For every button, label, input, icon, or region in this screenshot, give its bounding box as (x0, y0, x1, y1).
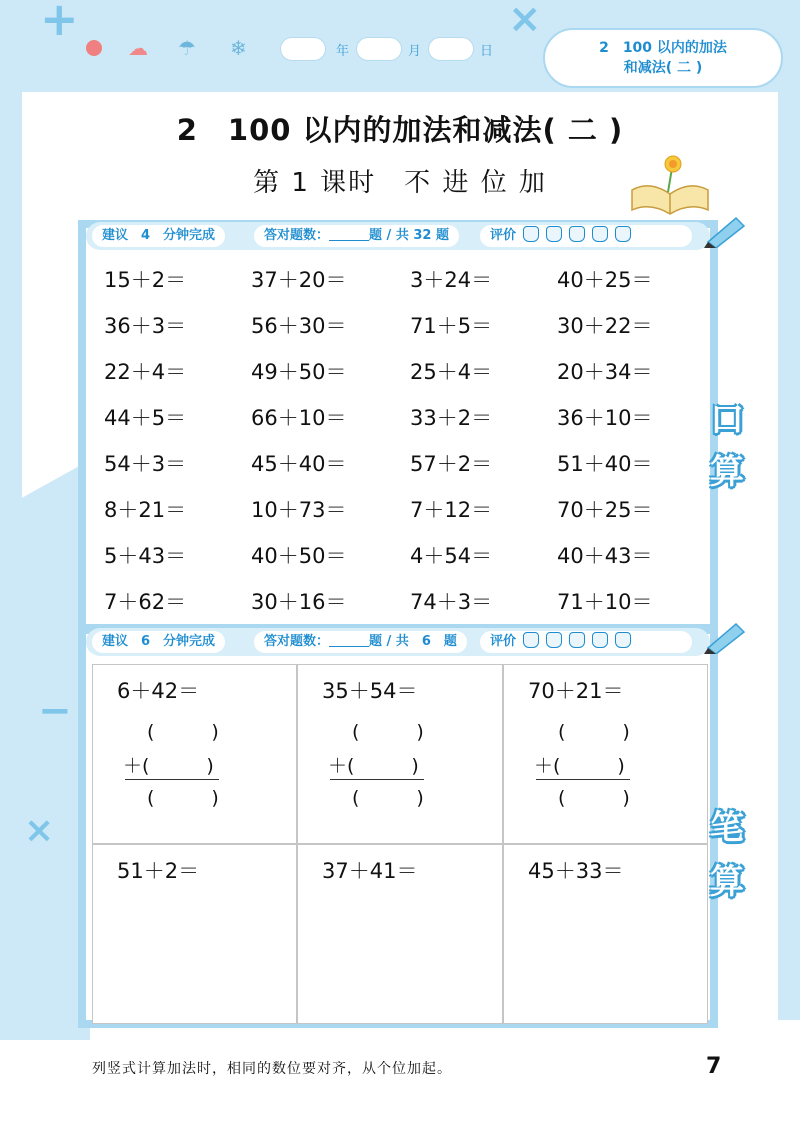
oral-score-box (254, 225, 459, 247)
thumb-icon[interactable] (546, 632, 562, 648)
oral-problem: 66＋10＝ (251, 406, 347, 430)
oral-rating-box (480, 225, 692, 247)
vertical-sum-line (330, 779, 424, 780)
pencil-icon (702, 212, 748, 248)
written-problem: 45＋33＝ (528, 859, 624, 883)
oral-problem: 5＋43＝ (104, 544, 187, 568)
month-unit: 月 (408, 44, 422, 59)
oral-problem: 44＋5＝ (104, 406, 187, 430)
oral-problem: 36＋10＝ (557, 406, 653, 430)
oral-problem: 8＋21＝ (104, 498, 187, 522)
written-problem: 51＋2＝ (117, 859, 200, 883)
thumb-icon[interactable] (592, 632, 608, 648)
chapter-tag (543, 28, 783, 88)
written-problem-cell[interactable] (503, 844, 708, 1024)
thumb-icon[interactable] (615, 632, 631, 648)
written-rating-label: 评价 (490, 634, 517, 649)
written-problem: 37＋41＝ (322, 859, 418, 883)
written-problem-cell[interactable] (92, 844, 297, 1024)
year-field[interactable] (280, 37, 326, 61)
written-side-label-2: 算 (710, 862, 744, 902)
vertical-result-blank[interactable]: ( ) (352, 787, 424, 809)
oral-info-bar (86, 222, 710, 250)
day-field[interactable] (428, 37, 474, 61)
thumb-icon[interactable] (546, 226, 562, 242)
oral-problem: 74＋3＝ (410, 590, 493, 614)
oral-answered-blank[interactable] (329, 227, 369, 241)
oral-problem: 71＋10＝ (557, 590, 653, 614)
oral-problem: 40＋25＝ (557, 268, 653, 292)
month-field[interactable] (356, 37, 402, 61)
written-problem: 35＋54＝ (322, 679, 418, 703)
rain-cloud-icon: ☂ (178, 36, 196, 60)
vertical-sum-line (125, 779, 219, 780)
oral-problem: 71＋5＝ (410, 314, 493, 338)
oral-side-label-1: 口 (710, 400, 744, 440)
written-rating-box (480, 631, 692, 653)
written-info-bar (86, 628, 710, 656)
thumb-icon[interactable] (569, 226, 585, 242)
footer-tip: 列竖式计算加法时，相同的数位要对齐，从个位加起。 (92, 1061, 452, 1077)
day-unit: 日 (480, 44, 494, 59)
oral-rating-label: 评价 (490, 228, 517, 243)
thumb-icon[interactable] (592, 226, 608, 242)
oral-problem: 40＋43＝ (557, 544, 653, 568)
oral-problem: 51＋40＝ (557, 452, 653, 476)
oral-problem: 57＋2＝ (410, 452, 493, 476)
vertical-top-blank[interactable]: ( ) (147, 721, 219, 743)
oral-problem: 49＋50＝ (251, 360, 347, 384)
thumb-icon[interactable] (615, 226, 631, 242)
vertical-plus-blank[interactable]: ＋( ) (534, 755, 625, 777)
oral-problem: 10＋73＝ (251, 498, 347, 522)
oral-problem: 4＋54＝ (410, 544, 493, 568)
thumb-icon[interactable] (523, 226, 539, 242)
vertical-plus-blank[interactable]: ＋( ) (328, 755, 419, 777)
chapter-tag-line2: 和减法( 二 ) (623, 60, 703, 76)
year-unit: 年 (336, 44, 350, 59)
partly-cloudy-icon: ☁ (128, 36, 148, 60)
written-problem: 70＋21＝ (528, 679, 624, 703)
oral-problem: 33＋2＝ (410, 406, 493, 430)
plus-decoration-icon: + (40, 0, 79, 46)
times-decoration-icon-2: × (24, 810, 55, 851)
oral-side-label-2: 算 (710, 452, 744, 492)
written-problem-cell[interactable] (503, 664, 708, 844)
oral-time-suggest: 建议 4 分钟完成 (92, 225, 225, 247)
written-side-label-1: 笔 (710, 808, 744, 848)
vertical-result-blank[interactable]: ( ) (147, 787, 219, 809)
oral-problem: 7＋62＝ (104, 590, 187, 614)
oral-problem: 30＋16＝ (251, 590, 347, 614)
vertical-top-blank[interactable]: ( ) (352, 721, 424, 743)
oral-answered-label: 答对题数： (264, 228, 330, 243)
vertical-top-blank[interactable]: ( ) (558, 721, 630, 743)
written-answered-label: 答对题数： (264, 634, 330, 649)
sun-icon (86, 40, 102, 56)
page-number: 7 (706, 1054, 722, 1079)
oral-total: 题 / 共 32 题 (369, 228, 449, 243)
oral-problem: 45＋40＝ (251, 452, 347, 476)
written-time-suggest: 建议 6 分钟完成 (92, 631, 225, 653)
minus-decoration-icon: − (38, 688, 72, 734)
vertical-result-blank[interactable]: ( ) (558, 787, 630, 809)
written-problems (92, 664, 708, 1024)
written-total: 题 / 共 6 题 (369, 634, 457, 649)
written-problem: 6＋42＝ (117, 679, 200, 703)
oral-problem: 56＋30＝ (251, 314, 347, 338)
oral-problem: 36＋3＝ (104, 314, 187, 338)
vertical-sum-line (536, 779, 630, 780)
chapter-tag-line1: 2 100 以内的加法 (599, 40, 727, 56)
written-problem-cell[interactable] (297, 664, 503, 844)
oral-problem: 15＋2＝ (104, 268, 187, 292)
written-answered-blank[interactable] (329, 633, 369, 647)
pencil-icon-2 (702, 618, 748, 654)
oral-problem: 54＋3＝ (104, 452, 187, 476)
times-decoration-icon: × (508, 0, 542, 42)
oral-problem: 22＋4＝ (104, 360, 187, 384)
vertical-plus-blank[interactable]: ＋( ) (123, 755, 214, 777)
lesson-subtitle: 第 1 课时 不 进 位 加 (253, 168, 547, 198)
thumb-icon[interactable] (569, 632, 585, 648)
oral-problem: 37＋20＝ (251, 268, 347, 292)
written-problem-cell[interactable] (297, 844, 503, 1024)
page-title: 2 100 以内的加法和减法( 二 ) (176, 113, 624, 147)
open-book-icon (628, 150, 712, 216)
oral-problem: 3＋24＝ (410, 268, 493, 292)
oral-problem: 30＋22＝ (557, 314, 653, 338)
oral-problem: 25＋4＝ (410, 360, 493, 384)
oral-problem: 7＋12＝ (410, 498, 493, 522)
thumb-icon[interactable] (523, 632, 539, 648)
written-problem-cell[interactable] (92, 664, 297, 844)
snowflake-icon: ❄ (230, 36, 247, 60)
written-score-box (254, 631, 467, 653)
oral-problem: 70＋25＝ (557, 498, 653, 522)
oral-problem: 20＋34＝ (557, 360, 653, 384)
oral-problem: 40＋50＝ (251, 544, 347, 568)
